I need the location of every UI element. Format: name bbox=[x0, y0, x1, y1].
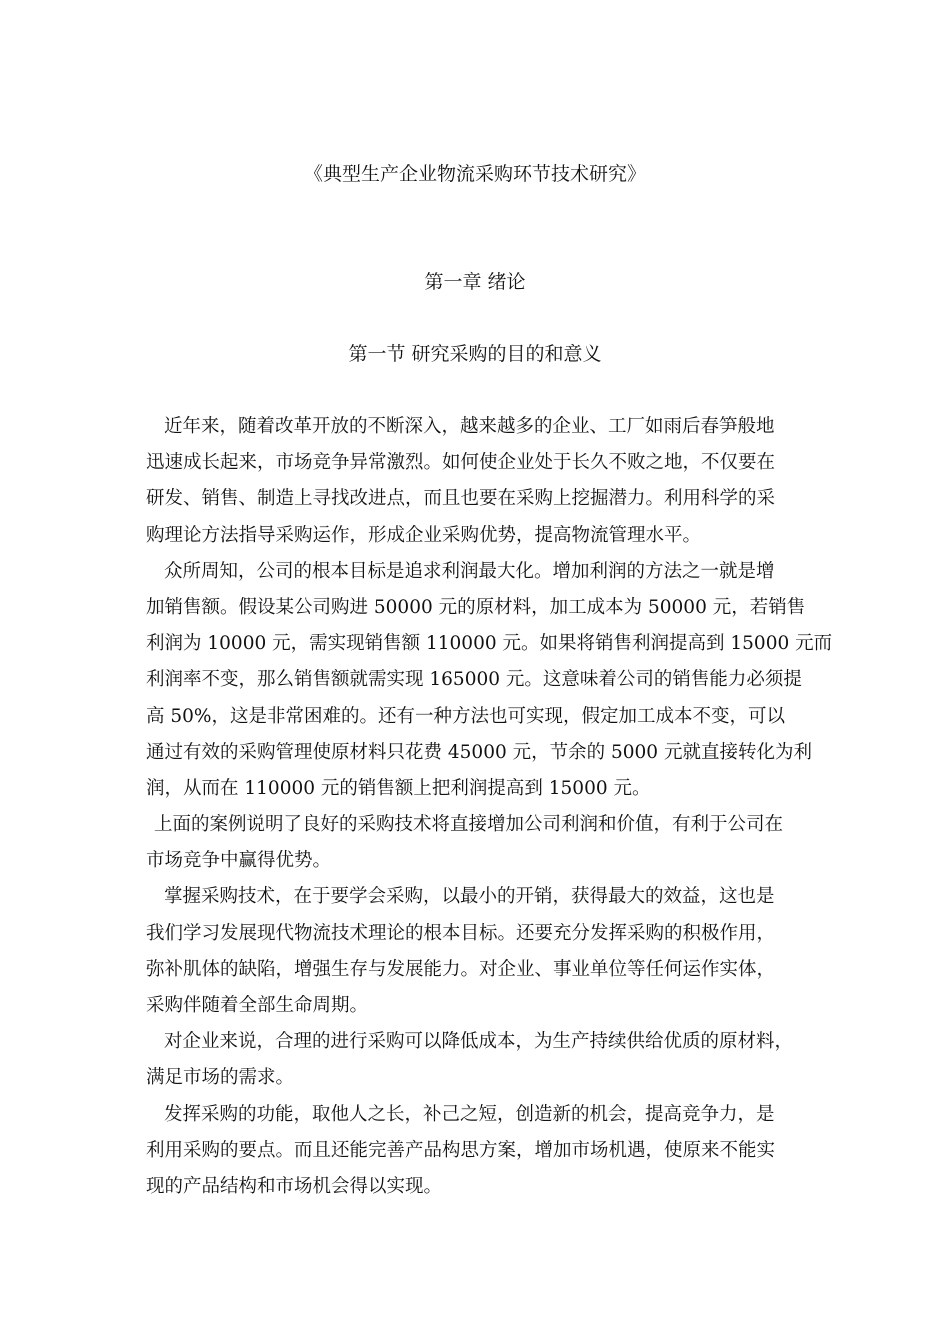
paragraph-line: 研发、销售、制造上寻找改进点，而且也要在采购上挖掘潜力。利用科学的采 bbox=[146, 488, 776, 510]
paragraph-line: 利润率不变，那么销售额就需实现 165000 元。这意味着公司的销售能力必须提 bbox=[146, 669, 802, 691]
paragraph-2 bbox=[146, 554, 833, 807]
chapter-heading: 第一章 绪论 bbox=[424, 271, 526, 293]
body-text bbox=[146, 409, 833, 1205]
paragraph-line: 润，从而在 110000 元的销售额上把利润提高到 15000 元。 bbox=[146, 777, 651, 799]
section-heading: 第一节 研究采购的目的和意义 bbox=[348, 343, 602, 365]
paragraph-line: 通过有效的采购管理使原材料只花费 45000 元，节余的 5000 元就直接转化为利 bbox=[146, 741, 812, 763]
paragraph-line: 购理论方法指导采购运作，形成企业采购优势，提高物流管理水平。 bbox=[146, 524, 702, 546]
paragraph-line: 高 50%，这是非常困难的。还有一种方法也可实现，假定加工成本不变，可以 bbox=[146, 705, 786, 727]
paragraph-1 bbox=[146, 409, 826, 554]
paragraph-line: 弥补肌体的缺陷，增强生存与发展能力。对企业、事业单位等任何运作实体， bbox=[146, 958, 776, 980]
paragraph-line: 上面的案例说明了良好的采购技术将直接增加公司利润和价值，有利于公司在 bbox=[154, 814, 784, 836]
paragraph-line: 加销售额。假设某公司购进 50000 元的原材料，加工成本为 50000 元，若销售 bbox=[146, 596, 806, 618]
paragraph-line: 采购伴随着全部生命周期。 bbox=[146, 995, 369, 1016]
paragraph-line: 市场竞争中赢得优势。 bbox=[146, 850, 332, 872]
paragraph-line: 发挥采购的功能，取他人之长，补己之短，创造新的机会，提高竞争力，是 bbox=[164, 1103, 775, 1125]
paragraph-line: 迅速成长起来，市场竞争异常激烈。如何使企业处于长久不败之地，不仅要在 bbox=[146, 452, 776, 474]
paragraph-line: 利用采购的要点。而且还能完善产品构思方案，增加市场机遇，使原来不能实 bbox=[146, 1139, 776, 1161]
document-title: 《典型生产企业物流采购环节技术研究》 bbox=[303, 163, 646, 185]
paragraph-line: 我们学习发展现代物流技术理论的根本目标。还要充分发挥采购的积极作用， bbox=[146, 922, 776, 944]
paragraph-line: 众所周知，公司的根本目标是追求利润最大化。增加利润的方法之一就是增 bbox=[164, 560, 775, 582]
paragraph-line: 对企业来说，合理的进行采购可以降低成本，为生产持续供给优质的原材料， bbox=[164, 1031, 794, 1053]
paragraph-line: 掌握采购技术，在于要学会采购，以最小的开销，获得最大的效益，这也是 bbox=[164, 886, 775, 908]
paragraph-line: 利润为 10000 元，需实现销售额 110000 元。如果将销售利润提高到 15000 元而 bbox=[146, 633, 833, 655]
paragraph-3 bbox=[146, 807, 826, 879]
paragraph-5 bbox=[146, 1024, 826, 1096]
paragraph-line: 现的产品结构和市场机会得以实现。 bbox=[146, 1175, 443, 1197]
paragraph-4 bbox=[146, 879, 826, 1024]
paragraph-line: 满足市场的需求。 bbox=[146, 1067, 295, 1089]
paragraph-6 bbox=[146, 1097, 826, 1206]
paragraph-line: 近年来，随着改革开放的不断深入，越来越多的企业、工厂如雨后春笋般地 bbox=[164, 416, 775, 437]
